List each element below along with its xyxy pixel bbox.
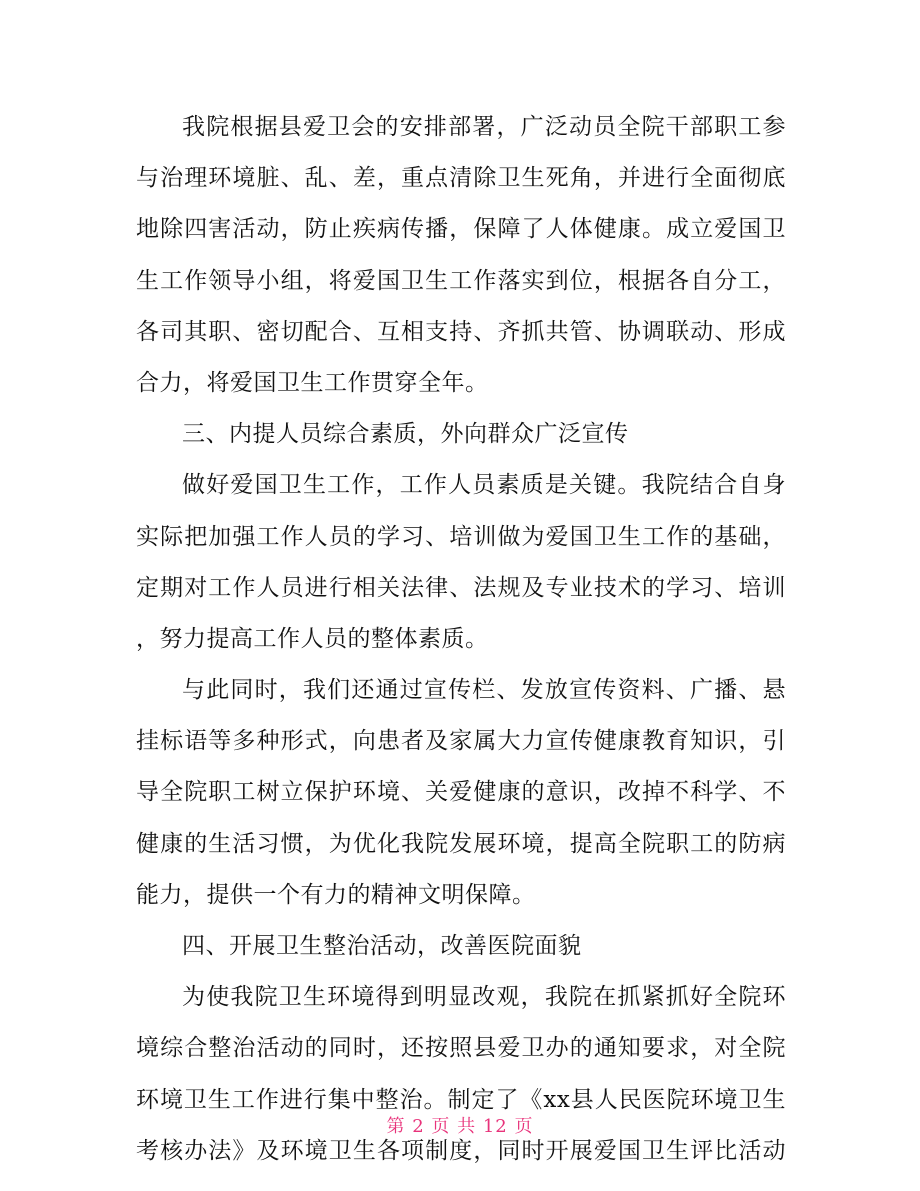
document-body: [136, 102, 786, 1177]
page-number-footer: 第 2 页 共 12 页: [386, 1116, 534, 1137]
paragraph-line: 我院根据县爱卫会的安排部署，广泛动员全院干部职工参: [182, 114, 786, 140]
section-heading: 三、内提人员综合素质，外向群众广泛宣传: [182, 421, 629, 448]
paragraph-line: 导全院职工树立保护环境、关爱健康的意识，改掉不科学、不: [136, 779, 786, 806]
section-heading: 四、开展卫生整治活动，改善医院面貌: [182, 933, 582, 959]
paragraph-line: 健康的生活习惯，为优化我院发展环境，提高全院职工的防病: [136, 830, 786, 857]
paragraph-line: 挂标语等多种形式，向患者及家属大力宣传健康教育知识，引: [136, 728, 786, 755]
paragraph-line: 为使我院卫生环境得到明显改观，我院在抓紧抓好全院环: [182, 984, 786, 1011]
paragraph-line: 能力，提供一个有力的精神文明保障。: [136, 881, 536, 908]
paragraph-line: 地除四害活动，防止疾病传播，保障了人体健康。成立爱国卫: [136, 216, 786, 243]
paragraph-line: 与此同时，我们还通过宣传栏、发放宣传资料、广播、悬: [182, 677, 786, 704]
paragraph-line: 定期对工作人员进行相关法律、法规及专业技术的学习、培训: [136, 574, 786, 601]
paragraph-line: 合力，将爱国卫生工作贯穿全年。: [136, 369, 489, 396]
paragraph-line: 做好爱国卫生工作，工作人员素质是关键。我院结合自身: [182, 472, 786, 499]
paragraph-line: 实际把加强工作人员的学习、培训做为爱国卫生工作的基础，: [136, 523, 786, 550]
paragraph-line: 境综合整治活动的同时，还按照县爱卫办的通知要求，对全院: [136, 1035, 786, 1062]
paragraph-line: 环境卫生工作进行集中整治。制定了《xx县人民医院环境卫生: [136, 1086, 786, 1113]
paragraph-line: 生工作领导小组，将爱国卫生工作落实到位，根据各自分工，: [136, 267, 786, 294]
paragraph-line: 考核办法》及环境卫生各项制度，同时开展爱国卫生评比活动: [136, 1137, 786, 1164]
paragraph-line: ，努力提高工作人员的整体素质。: [136, 625, 489, 652]
paragraph-line: 与治理环境脏、乱、差，重点清除卫生死角，并进行全面彻底: [136, 165, 786, 192]
paragraph-line: 各司其职、密切配合、互相支持、齐抓共管、协调联动、形成: [136, 318, 786, 345]
